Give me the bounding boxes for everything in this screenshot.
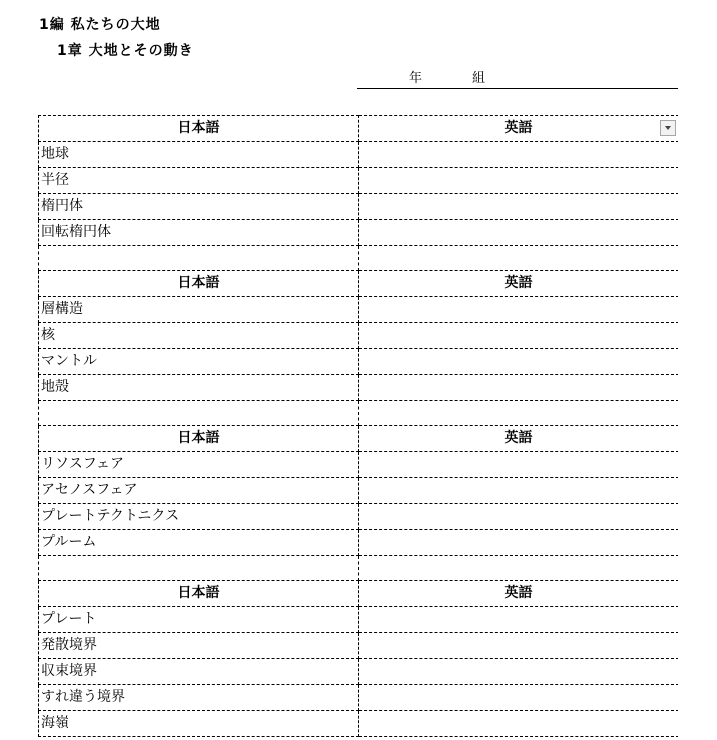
english-answer-cell[interactable] [359,711,679,737]
table-row [39,246,679,271]
table-row [39,375,679,401]
table-row [39,478,679,504]
column-header-row [39,581,679,607]
japanese-term-cell[interactable]: 楕円体 [39,194,359,220]
japanese-term-cell[interactable]: すれ違う境界 [39,685,359,711]
column-header-row [39,116,679,142]
table-row [39,349,679,375]
english-answer-cell[interactable] [359,504,679,530]
english-answer-cell[interactable] [359,168,679,194]
table-row [39,142,679,168]
vocabulary-sheet [38,115,678,740]
table-row [39,401,679,426]
table-row [39,607,679,633]
japanese-term-cell[interactable] [39,401,359,426]
table-row [39,220,679,246]
japanese-column-header: 日本語 [39,116,359,142]
english-answer-cell[interactable] [359,349,679,375]
english-column-header: 英語 [504,120,533,136]
japanese-term-cell[interactable]: リソスフェア [39,452,359,478]
japanese-term-cell[interactable]: アセノスフェア [39,478,359,504]
japanese-term-cell[interactable]: マントル [39,349,359,375]
japanese-term-cell[interactable]: プレート [39,607,359,633]
english-answer-cell[interactable] [359,659,679,685]
chapter-title: 1章 大地とその動き [57,43,194,59]
filter-dropdown-icon[interactable] [660,120,676,136]
japanese-term-cell[interactable]: 海嶺 [39,711,359,737]
japanese-term-cell[interactable]: 地殻 [39,375,359,401]
english-column-header: 英語 [359,581,679,607]
japanese-term-cell[interactable]: プルーム [39,530,359,556]
japanese-term-cell[interactable]: 収束境界 [39,659,359,685]
english-answer-cell[interactable] [359,633,679,659]
english-answer-cell[interactable] [359,323,679,349]
year-label: 年 [409,71,423,86]
english-answer-cell[interactable] [359,556,679,581]
english-column-header: 英語 [359,426,679,452]
japanese-term-cell[interactable]: 発散境界 [39,633,359,659]
table-row [39,168,679,194]
class-name-line [357,64,678,89]
table-row [39,685,679,711]
japanese-term-cell[interactable] [39,556,359,581]
unit-title: 1編 私たちの大地 [39,17,161,33]
english-answer-cell[interactable] [359,530,679,556]
english-column-header: 英語 [359,271,679,297]
japanese-term-cell[interactable]: 層構造 [39,297,359,323]
english-answer-cell[interactable] [359,452,679,478]
english-answer-cell[interactable] [359,220,679,246]
table-row [39,556,679,581]
column-header-row [39,426,679,452]
english-answer-cell[interactable] [359,607,679,633]
table-row [39,633,679,659]
table-row [39,297,679,323]
english-answer-cell[interactable] [359,685,679,711]
table-row [39,323,679,349]
english-answer-cell[interactable] [359,142,679,168]
japanese-column-header: 日本語 [39,426,359,452]
english-column-header-cell[interactable] [359,116,679,142]
japanese-term-cell[interactable]: 核 [39,323,359,349]
vocabulary-table [38,115,678,737]
table-row [39,659,679,685]
table-row [39,530,679,556]
table-row [39,711,679,737]
table-row [39,194,679,220]
japanese-column-header: 日本語 [39,581,359,607]
english-answer-cell[interactable] [359,297,679,323]
class-label: 組 [472,71,486,86]
japanese-term-cell[interactable]: 地球 [39,142,359,168]
japanese-term-cell[interactable]: 回転楕円体 [39,220,359,246]
english-answer-cell[interactable] [359,246,679,271]
japanese-term-cell[interactable] [39,246,359,271]
english-answer-cell[interactable] [359,478,679,504]
column-header-row [39,271,679,297]
table-row [39,452,679,478]
english-answer-cell[interactable] [359,194,679,220]
japanese-term-cell[interactable]: 半径 [39,168,359,194]
english-answer-cell[interactable] [359,375,679,401]
japanese-column-header: 日本語 [39,271,359,297]
japanese-term-cell[interactable]: プレートテクトニクス [39,504,359,530]
english-answer-cell[interactable] [359,401,679,426]
table-row [39,504,679,530]
